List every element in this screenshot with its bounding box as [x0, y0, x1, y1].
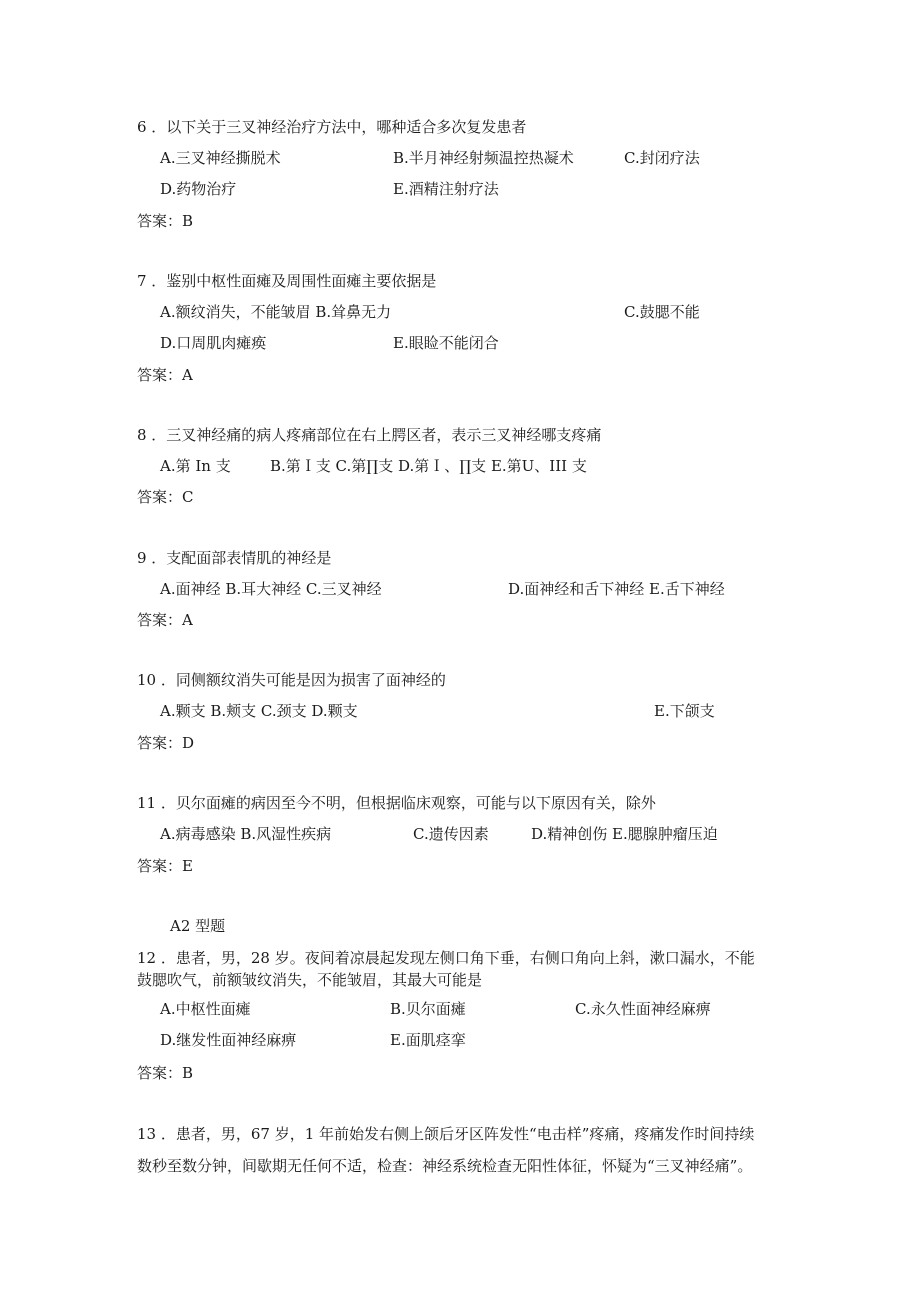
question-7-stem: 7 ．鉴别中枢性面瘫及周围性面瘫主要依据是	[137, 272, 437, 290]
question-9-answer: 答案：A	[137, 611, 193, 629]
question-13-stem-line-1: 13 ．患者，男，67 岁，1 年前始发右侧上颌后牙区阵发性“电击样”疼痛，疼痛发作时间持续	[137, 1125, 755, 1143]
question-12-stem-line-1: 12 ．患者，男，28 岁。夜间着凉晨起发现左侧口角下垂，右侧口角向上斜，漱口漏水，不能	[137, 949, 755, 967]
section-heading: A2 型题	[170, 917, 226, 935]
question-7-answer: 答案：A	[137, 366, 193, 384]
option-d-e: D.面神经和舌下神经 E.舌下神经	[508, 580, 725, 598]
option-c: C.封闭疗法	[624, 149, 700, 167]
option-e: E.酒精注射疗法	[393, 180, 499, 198]
question-8-answer: 答案：C	[137, 488, 194, 506]
option-e: E.下颌支	[654, 702, 715, 720]
question-12-stem-line-2: 鼓腮吹气，前额皱纹消失，不能皱眉，其最大可能是	[137, 971, 483, 989]
option-b: B.半月神经射频温控热凝术	[393, 149, 574, 167]
question-13-stem-line-2: 数秒至数分钟，间歇期无任何不适，检查：神经系统检查无阳性体征，怀疑为“三叉神经痛”。	[137, 1157, 753, 1175]
option-a-b: A.额纹消失，不能皱眉 B.耸鼻无力	[160, 303, 392, 321]
option-a-b-c: A.面神经 B.耳大神经 C.三叉神经	[160, 580, 382, 598]
option-a: A.中枢性面瘫	[160, 1000, 251, 1018]
option-a-b-c-d: A.颗支 B.颊支 C.颈支 D.颗支	[160, 702, 358, 720]
option-b-to-e: B.第Ｉ支 C.第∏支 D.第Ｉ、∏支 E.第U、III 支	[270, 457, 587, 475]
question-10-answer: 答案：D	[137, 734, 195, 752]
question-8-stem: 8 ．三叉神经痛的病人疼痛部位在右上腭区者，表示三叉神经哪支疼痛	[137, 426, 602, 444]
option-d: D.口周肌肉瘫痪	[160, 334, 267, 352]
option-b: B.贝尔面瘫	[390, 1000, 466, 1018]
option-d: D.继发性面神经麻痹	[160, 1031, 297, 1049]
option-c: C.永久性面神经麻痹	[575, 1000, 711, 1018]
option-c: C.遗传因素	[413, 825, 489, 843]
option-c: C.鼓腮不能	[624, 303, 700, 321]
option-e: E.眼睑不能闭合	[393, 334, 499, 352]
option-e: E.面肌痉挛	[390, 1031, 466, 1049]
option-d-e: D.精神创伤 E.腮腺肿瘤压迫	[531, 825, 718, 843]
question-6-answer: 答案：B	[137, 212, 194, 230]
question-10-stem: 10 ．同侧额纹消失可能是因为损害了面神经的	[137, 671, 446, 689]
option-a-b: A.病毒感染 B.风湿性疾病	[160, 825, 332, 843]
question-11-answer: 答案：E	[137, 857, 193, 875]
option-a: A.第 In 支	[160, 457, 231, 475]
question-6-stem: 6 ．以下关于三叉神经治疗方法中，哪种适合多次复发患者	[137, 118, 527, 136]
question-11-stem: 11 ．贝尔面瘫的病因至今不明，但根据临床观察，可能与以下原因有关，除外	[137, 794, 656, 812]
question-12-answer: 答案：B	[137, 1064, 194, 1082]
option-d: D.药物治疗	[160, 180, 237, 198]
question-9-stem: 9 ．支配面部表情肌的神经是	[137, 549, 332, 567]
option-a: A.三叉神经撕脱术	[160, 149, 281, 167]
